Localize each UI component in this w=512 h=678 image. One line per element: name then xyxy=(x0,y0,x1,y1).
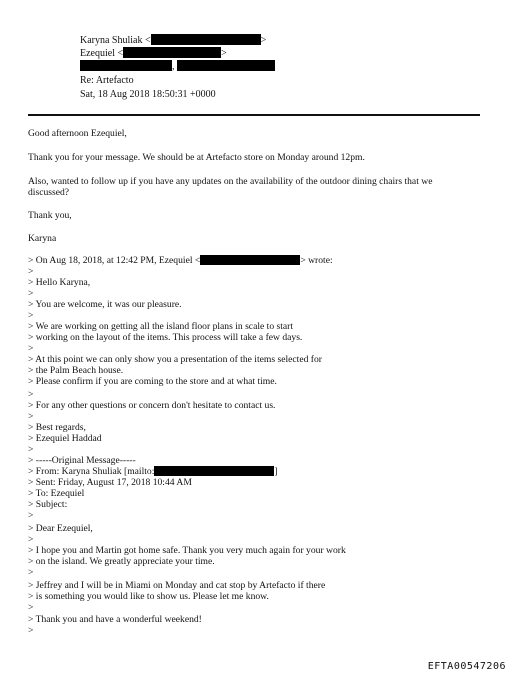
quoted-line: > I hope you and Martin got home safe. Thank you very much again for your work xyxy=(28,545,346,556)
redaction-box xyxy=(200,255,300,265)
quoted-line: > Jeffrey and I will be in Miami on Monday and cat stop by Artefacto if there xyxy=(28,580,326,591)
quoted-line: > xyxy=(28,567,34,578)
quoted-line: > working on the layout of the items. This process will take a few days. xyxy=(28,332,303,343)
quoted-line: > xyxy=(28,288,34,299)
quoted-line: > xyxy=(28,444,34,455)
quoted-line: > xyxy=(28,389,34,400)
quoted-line: > Dear Ezequiel, xyxy=(28,523,93,534)
signature: Karyna xyxy=(28,233,57,244)
body-paragraph-1: Thank you for your message. We should be at Artefacto store on Monday around 12pm. xyxy=(28,152,365,163)
quoted-from-suffix: ] xyxy=(274,466,278,477)
redaction-box xyxy=(177,60,275,71)
to-suffix: > xyxy=(221,48,227,59)
quoted-line: > xyxy=(28,343,34,354)
quoted-line: > xyxy=(28,266,34,277)
document-id: EFTA00547206 xyxy=(427,661,506,672)
redaction-box xyxy=(154,466,274,476)
greeting: Good afternoon Ezequiel, xyxy=(28,128,127,139)
quoted-line: > on the island. We greatly appreciate your time. xyxy=(28,556,215,567)
email-document: Karyna Shuliak < > Ezequiel < > , Re: Artefacto Sat, 18 Aug 2018 18:50:31 +0000 Good afternoon Ezequiel, Thank you for your message. We should be at Artefacto store on Monday around 12pm. Also, wanted to follow up if you have any updates on the availability of the outdoor dining chairs that we discussed? Thank you, Karyna > On Aug 18, 2018, at 12:42 PM, Ezequiel < > wrote: > > Hello Karyna, > > You are welcome, it was our pleasure. > > We are working on getting all the island floor plans in scale to start > working on the layout of the items. This process will take a few days. > > At this point we can only show you a presentation of the items selected for > the Palm Beach house. > Please confirm if you are coming to the store and at what time. > > For any other questions or concern don't hesitate to contact us. > > Best regards, > Ezequiel Haddad > > -----Original Message----- > From: Karyna Shuliak [mailto: ] > Sent: Friday, August 17, 2018 10:44 AM > To: Ezequiel > Subject: > > Dear Ezequiel, > > I hope you and Martin got home safe. Thank you very much again for your work > on the island. We greatly appreciate your time. > > Jeffrey and I will be in Miami on Monday and cat stop by Artefacto if there > is something you would like to show us. Please let me know. > > Thank you and have a wonderful weekend! > EFTA00547206 xyxy=(28,35,506,672)
quoted-line: > Hello Karyna, xyxy=(28,277,91,288)
quote-intro-suffix: > wrote: xyxy=(300,255,333,266)
quoted-line: > xyxy=(28,534,34,545)
quoted-line: > Ezequiel Haddad xyxy=(28,433,102,444)
quoted-line: > We are working on getting all the island floor plans in scale to start xyxy=(28,321,294,332)
quote-intro-prefix: > On Aug 18, 2018, at 12:42 PM, Ezequiel < xyxy=(28,255,201,266)
quoted-line: > xyxy=(28,602,34,613)
subject-value: Re: Artefacto xyxy=(80,75,134,86)
redaction-box xyxy=(151,34,261,45)
quoted-line: > To: Ezequiel xyxy=(28,488,85,499)
redaction-box xyxy=(80,60,172,71)
to-value: Ezequiel < xyxy=(80,48,124,59)
quoted-from-prefix: > From: Karyna Shuliak [mailto: xyxy=(28,466,155,477)
quoted-line: > You are welcome, it was our pleasure. xyxy=(28,299,182,310)
quoted-line: > Subject: xyxy=(28,499,68,510)
quoted-line: > Best regards, xyxy=(28,422,86,433)
date-value: Sat, 18 Aug 2018 18:50:31 +0000 xyxy=(80,89,216,100)
quoted-line: > At this point we can only show you a presentation of the items selected for xyxy=(28,354,322,365)
quoted-from-line xyxy=(28,466,488,477)
from-suffix: > xyxy=(260,35,267,46)
quoted-line: > For any other questions or concern don't hesitate to contact us. xyxy=(28,400,276,411)
quoted-line: > xyxy=(28,510,34,521)
quoted-line: > Thank you and have a wonderful weekend! xyxy=(28,614,202,625)
quoted-line: > xyxy=(28,625,34,636)
body-paragraph-2-line-1: Also, wanted to follow up if you have any updates on the availability of the outdoor dining chairs that we xyxy=(28,176,433,187)
quoted-line: > Please confirm if you are coming to the store and at what time. xyxy=(28,376,277,387)
body-paragraph-2-line-2: discussed? xyxy=(28,187,70,198)
header-divider xyxy=(28,114,480,116)
redaction-box xyxy=(123,47,221,58)
quoted-line: > the Palm Beach house. xyxy=(28,365,124,376)
closing-thanks: Thank you, xyxy=(28,210,72,221)
quoted-line: > Sent: Friday, August 17, 2018 10:44 AM xyxy=(28,477,192,488)
from-value: Karyna Shuliak < xyxy=(80,35,151,46)
quoted-line: > -----Original Message----- xyxy=(28,455,136,466)
quoted-line: > xyxy=(28,411,34,422)
quoted-line: > xyxy=(28,310,34,321)
quoted-line: > is something you would like to show us. Please let me know. xyxy=(28,591,269,602)
quote-intro xyxy=(28,255,488,266)
